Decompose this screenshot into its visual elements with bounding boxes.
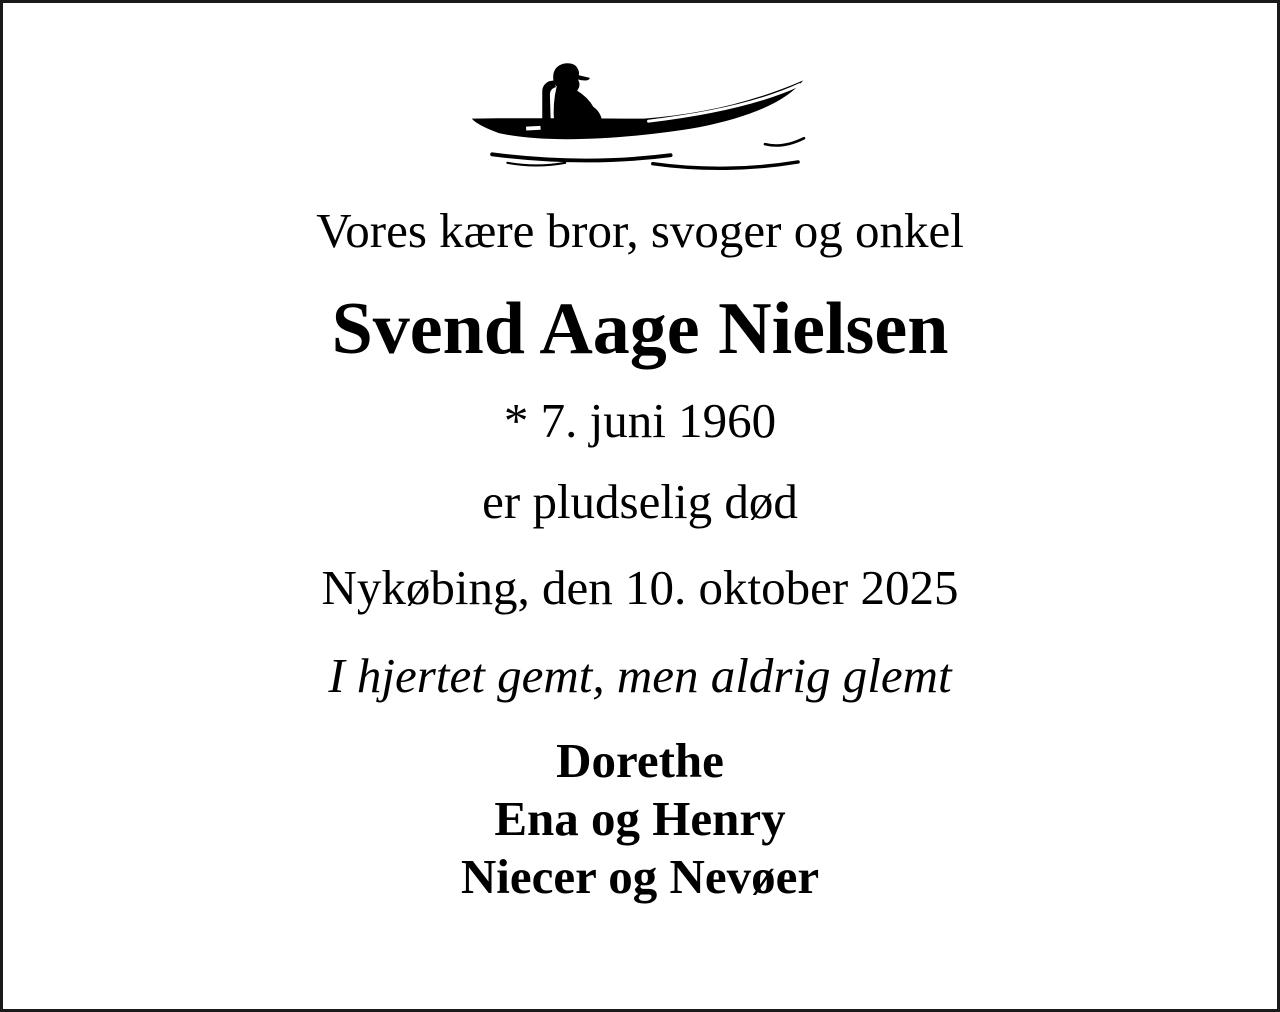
rowboat-fisherman-icon: [470, 59, 810, 174]
memorial-verse: I hjertet gemt, men aldrig glemt: [328, 648, 952, 703]
place-date-line: Nykøbing, den 10. oktober 2025: [321, 560, 959, 615]
signatories-list: [461, 732, 819, 906]
signatory-name: Ena og Henry: [494, 791, 786, 846]
signatory-name: Dorethe: [556, 733, 724, 788]
signatory-name: Niecer og Nevøer: [460, 849, 820, 904]
death-statement-line: er pludselig død: [482, 474, 798, 529]
deceased-name: Svend Aage Nielsen: [331, 288, 949, 370]
death-notice-content: [3, 3, 1277, 906]
birth-date-line: * 7. juni 1960: [503, 393, 777, 448]
relation-line: Vores kære bror, svoger og onkel: [316, 203, 964, 258]
